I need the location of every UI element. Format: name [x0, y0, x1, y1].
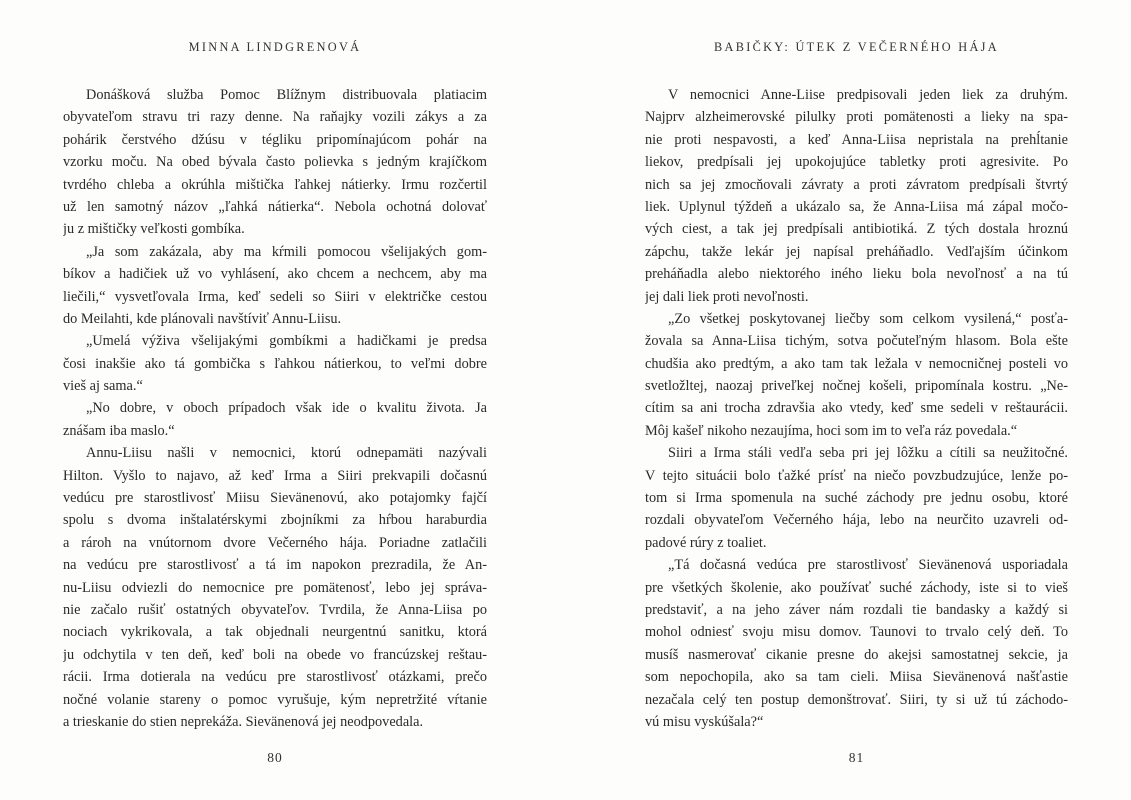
paragraph [63, 442, 487, 733]
text-line: „Tá dočasná vedúca pre starostlivosť Sievänenová usporiadala [668, 557, 1068, 574]
text-line: Najprv alzheimerovské pilulky proti pomätenosti a lieky na spa- [645, 109, 1068, 126]
text-line: nie začalo rušiť ostatných obyvateľov. Tvrdila, že Anna-Liisa po [63, 601, 487, 618]
right-page [645, 0, 1068, 800]
text-line: a rároh na vnútornom dvore Večerného hája. Poriadne zatlačili [63, 534, 487, 551]
text-line: Hilton. Vyšlo to najavo, až keď Irma a Siiri prekvapili dočasnú [63, 467, 487, 484]
text-line: nie proti nespavosti, a keď Anna-Liisa nepristala na prehĺtanie [645, 131, 1068, 148]
text-line: musíš nasmerovať cikanie presne do akejsi samostatnej sekcie, ja [645, 646, 1068, 663]
text-line: nich sa jej zmocňovali závraty a proti závratom predpísali štvrtý [645, 176, 1068, 193]
text-line: do Meilahti, kde plánovali navštíviť Annu-Liisu. [63, 310, 342, 327]
text-line: obyvateľom stravu tri razy denne. Na raňajky vozili zákys a za [63, 109, 487, 126]
left-running-header: MINNA LINDGRENOVÁ [188, 40, 362, 54]
right-page-body [645, 84, 1068, 733]
text-line: jej dali liek proti nevoľnosti. [645, 288, 809, 305]
text-line: pohárik čerstvého džúsu v tégliku pripomínajúcom pohár na [63, 131, 487, 148]
paragraph [645, 442, 1068, 554]
text-line: liekov, predpísali jej upokojujúce tabletky proti agresivite. Po [645, 154, 1068, 171]
text-line: liečili,“ vysvetľovala Irma, keď sedeli so Siiri v električke cestou [63, 288, 487, 305]
text-line: rácii. Irma dotierala na vedúcu pre starostlivosť otázkami, prečo [63, 669, 487, 686]
text-line: ju odchytila v ten deň, keď boli na obede vo francúzskej reštau- [63, 646, 487, 663]
paragraph [645, 554, 1068, 733]
text-line: tom si Irma spomenula na suché záchody pre jednu osobu, ktoré [645, 490, 1068, 507]
right-page-number: 81 [848, 750, 865, 765]
text-line: vedúcu pre starostlivosť Miisu Sievänenovú, ako potajomky fajčí [63, 490, 487, 507]
text-line: ju z mištičky veľkosti gombíka. [63, 221, 245, 238]
paragraph [63, 241, 487, 331]
text-line: nočné volanie stareny o pomoc vyrušuje, kým nepretržité vŕtanie [63, 691, 487, 708]
text-line: na vedúcu pre starostlivosť a tá im napokon prezradila, že An- [63, 557, 487, 574]
text-line: spolu s dvoma inštalatérskymi zbojníkmi za hŕbou haraburdia [63, 512, 487, 529]
text-line: žovala sa Anna-Liisa tichým, sotva počuteľným hlasom. Bola ešte [645, 333, 1068, 350]
text-line: a trieskanie do stien neprekáža. Sievänenová jej neodpovedala. [63, 713, 424, 730]
left-page [63, 0, 487, 800]
text-line: vieš aj sama.“ [63, 378, 143, 395]
text-line: vých ciest, a tak jej predpísali antibiotiká. Z tých dostala hroznú [645, 221, 1068, 238]
text-line: čosi inakšie ako tá gombička s ľahkou nátierkou, to veľmi dobre [63, 355, 487, 372]
text-line: znášam iba maslo.“ [63, 422, 175, 439]
text-line: liek. Uplynul týždeň a ukázalo sa, že Anna-Liisa má zápal močo- [645, 198, 1068, 215]
text-line: padové rúry z toaliet. [645, 534, 767, 551]
text-line: V tejto situácii bolo ťažké prísť na niečo povzbudzujúce, lenže po- [645, 467, 1068, 484]
text-line: predstaviť, a na jeho záver nám rozdali tie bandasky a každý si [645, 601, 1068, 618]
text-line: zápchu, takže lekár jej napísal preháňadlo. Vedľajším účinkom [645, 243, 1068, 260]
text-line: „Umelá výživa všelijakými gombíkmi a hadičkami je predsa [86, 333, 487, 350]
text-line: chudšia ako predtým, a ako tam tak ležala v nemocničnej posteli vo [645, 355, 1068, 372]
text-line: V nemocnici Anne-Liise predpisovali jeden liek za druhým. [668, 87, 1068, 103]
text-line: vú misu vyskúšala?“ [645, 713, 764, 730]
text-line: vzorku moču. Na obed bývala často polievka s jedným krajíčkom [63, 154, 487, 171]
text-line: som nepochopila, ako sa tam cieli. Miisa Sievänenová našťastie [645, 669, 1068, 686]
text-line: mohol odniesť svoju misu domov. Taunovi to trvalo celý deň. To [645, 624, 1068, 641]
text-line: „Ja som zakázala, aby ma kŕmili pomocou všelijakých gom- [86, 243, 487, 260]
text-line: bíkov a hadičiek už vo vyhlásení, ako chcem a nechcem, aby ma [63, 266, 487, 283]
paragraph [63, 84, 487, 241]
text-line: svetložltej, naozaj priveľkej nočnej košeli, pripomínala kostru. „Ne- [645, 378, 1068, 395]
left-page-body [63, 84, 487, 733]
text-line: pre všetkých školenie, ako používať suché záchody, iste si to vieš [645, 579, 1068, 596]
text-line: už len samotný názov „ľahká nátierka“. Nebola ochotná dolovať [63, 198, 487, 215]
paragraph [63, 397, 487, 442]
text-line: Siiri a Irma stáli vedľa seba pri jej lôžku a cítili sa neužitočné. [668, 445, 1068, 462]
paragraph [63, 330, 487, 397]
text-line: preháňadla alebo niektorého iného lieku bola nevoľnosť a na tú [645, 266, 1068, 283]
text-line: nociach vykrikovala, a tak objednali neurgentnú sanitku, ktorá [63, 624, 487, 641]
right-running-header: BABIČKY: ÚTEK Z VEČERNÉHO HÁJA [714, 40, 999, 54]
text-line: nezačala celý ten postup demonštrovať. Siiri, ty si už tú záchodo- [645, 691, 1068, 708]
paragraph [645, 84, 1068, 308]
text-line: „No dobre, v oboch prípadoch však ide o kvalitu života. Ja [86, 400, 487, 417]
text-line: „Zo všetkej poskytovanej liečby som celkom vysilená,“ posťa- [668, 310, 1068, 327]
text-line: Donášková služba Pomoc Blížnym distribuovala platiacim [86, 87, 487, 103]
left-page-number: 80 [267, 750, 283, 765]
text-line: rozdali obyvateľom Večerného hája, lebo na neurčito uzavreli od- [645, 512, 1068, 529]
text-line: cítim sa ani trocha zdravšia ako vtedy, keď sme sedeli v reštaurácii. [645, 400, 1068, 417]
text-line: tvrdého chleba a okrúhla mištička ľahkej nátierky. Irmu rozčertil [63, 176, 487, 193]
text-line: nu-Liisu odviezli do nemocnice pre pomätenosť, lebo jej správa- [63, 579, 487, 596]
paragraph [645, 308, 1068, 442]
text-line: Môj kašeľ nikoho nezaujíma, hoci som im to veľa ráz povedala.“ [645, 422, 1018, 439]
text-line: Annu-Liisu našli v nemocnici, ktorú odnepamäti nazývali [86, 445, 487, 462]
